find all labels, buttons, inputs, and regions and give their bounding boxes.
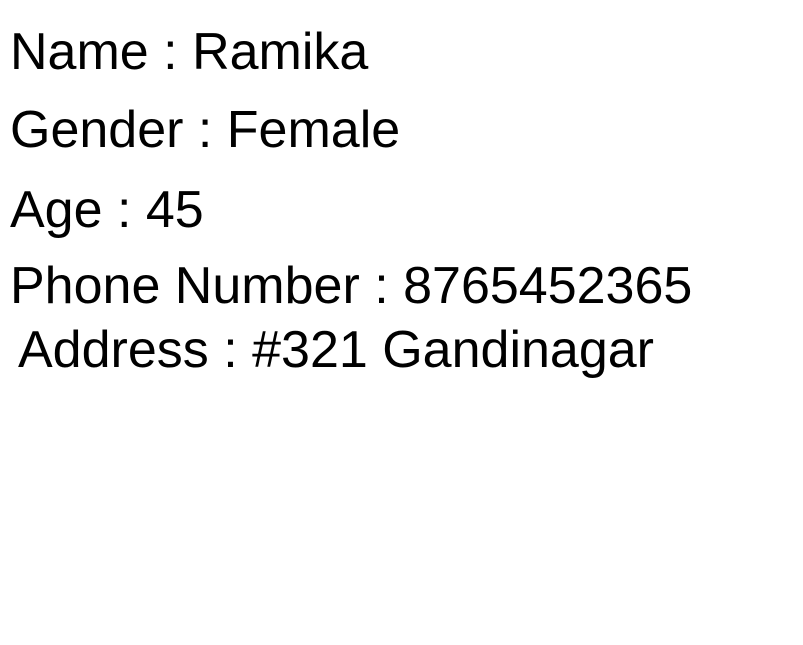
age-label: Age	[10, 181, 103, 239]
name-separator: :	[148, 23, 193, 81]
address-separator: :	[208, 321, 253, 379]
age-separator: :	[102, 181, 146, 239]
age-row	[10, 181, 204, 239]
name-value: Ramika	[192, 23, 369, 81]
address-row	[18, 321, 654, 379]
address-value: #321 Gandinagar	[252, 321, 654, 379]
gender-row	[10, 101, 401, 159]
phone-value: 8765452365	[403, 257, 693, 315]
address-label: Address	[18, 321, 209, 379]
name-row	[10, 23, 369, 81]
phone-separator: :	[359, 257, 404, 315]
gender-separator: :	[183, 101, 227, 159]
name-label: Name	[10, 23, 149, 81]
gender-label: Gender	[10, 101, 184, 159]
gender-value: Female	[226, 101, 401, 159]
age-value: 45	[145, 181, 204, 239]
phone-label: Phone Number	[10, 257, 360, 315]
phone-row	[10, 257, 693, 315]
